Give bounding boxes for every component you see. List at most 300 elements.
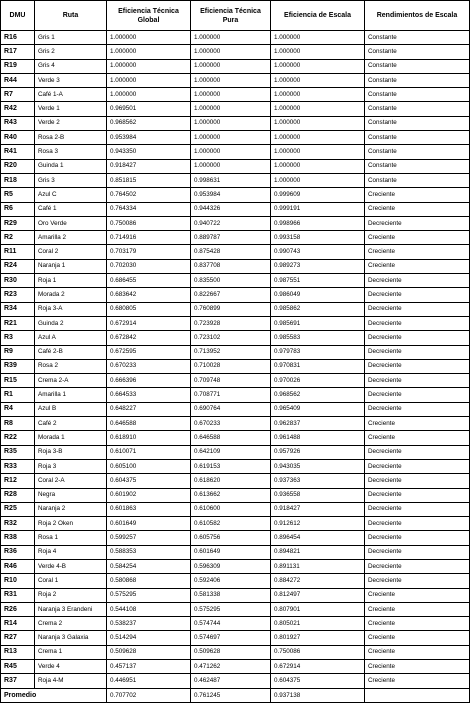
cell-ruta: Amarilla 1	[35, 388, 107, 402]
cell-dmu: R18	[1, 173, 35, 187]
cell-eficiencia-pura: 0.708771	[191, 388, 271, 402]
cell-rendimientos: Decreciente	[365, 545, 470, 559]
cell-eficiencia-pura: 0.605756	[191, 531, 271, 545]
cell-eficiencia-pura: 0.723928	[191, 316, 271, 330]
cell-eficiencia-escala: 0.891131	[271, 559, 365, 573]
cell-eficiencia-escala: 0.896454	[271, 531, 365, 545]
cell-eficiencia-global: 0.605100	[107, 459, 191, 473]
cell-eficiencia-global: 0.646588	[107, 417, 191, 431]
cell-rendimientos: Creciente	[365, 617, 470, 631]
cell-eficiencia-pura: 0.471262	[191, 660, 271, 674]
cell-ruta: Roja 2 Oken	[35, 517, 107, 531]
cell-eficiencia-escala: 0.894821	[271, 545, 365, 559]
cell-eficiencia-global: 0.446951	[107, 674, 191, 688]
cell-rendimientos: Decreciente	[365, 459, 470, 473]
cell-eficiencia-escala: 0.985691	[271, 316, 365, 330]
table-row	[1, 331, 470, 345]
cell-eficiencia-pura: 0.613662	[191, 488, 271, 502]
cell-dmu: R38	[1, 531, 35, 545]
cell-eficiencia-escala: 0.986049	[271, 288, 365, 302]
cell-eficiencia-escala: 0.918427	[271, 502, 365, 516]
cell-ruta: Rosa 1	[35, 531, 107, 545]
cell-eficiencia-escala: 0.965409	[271, 402, 365, 416]
cell-ruta: Rosa 3	[35, 145, 107, 159]
cell-eficiencia-pura: 0.610600	[191, 502, 271, 516]
cell-eficiencia-pura: 0.889787	[191, 231, 271, 245]
cell-dmu: R8	[1, 417, 35, 431]
cell-eficiencia-global: 1.000000	[107, 59, 191, 73]
cell-dmu: R13	[1, 645, 35, 659]
table-row	[1, 45, 470, 59]
cell-dmu: R32	[1, 517, 35, 531]
cell-eficiencia-escala: 0.979783	[271, 345, 365, 359]
cell-eficiencia-pura: 0.837708	[191, 259, 271, 273]
cell-rendimientos: Decreciente	[365, 316, 470, 330]
cell-rendimientos: Decreciente	[365, 488, 470, 502]
cell-dmu: R12	[1, 474, 35, 488]
table-row	[1, 202, 470, 216]
cell-rendimientos: Constante	[365, 102, 470, 116]
table-row	[1, 188, 470, 202]
average-escala: 0.937138	[271, 688, 365, 702]
table-body	[1, 31, 470, 689]
cell-rendimientos: Creciente	[365, 674, 470, 688]
cell-dmu: R11	[1, 245, 35, 259]
cell-eficiencia-escala: 0.801927	[271, 631, 365, 645]
cell-rendimientos: Creciente	[365, 645, 470, 659]
cell-eficiencia-pura: 0.581338	[191, 588, 271, 602]
cell-eficiencia-global: 0.764334	[107, 202, 191, 216]
table-row	[1, 131, 470, 145]
cell-dmu: R17	[1, 45, 35, 59]
cell-eficiencia-global: 0.610071	[107, 445, 191, 459]
cell-rendimientos: Decreciente	[365, 559, 470, 573]
cell-dmu: R14	[1, 617, 35, 631]
cell-ruta: Rosa 2	[35, 359, 107, 373]
cell-ruta: Guinda 1	[35, 159, 107, 173]
cell-eficiencia-pura: 1.000000	[191, 59, 271, 73]
cell-rendimientos: Creciente	[365, 588, 470, 602]
cell-eficiencia-global: 0.514294	[107, 631, 191, 645]
cell-eficiencia-global: 0.953984	[107, 131, 191, 145]
cell-eficiencia-global: 0.670233	[107, 359, 191, 373]
cell-ruta: Café 1-A	[35, 88, 107, 102]
cell-eficiencia-pura: 1.000000	[191, 102, 271, 116]
header-eficiencia-tecnica-pura: Eficiencia Técnica Pura	[191, 1, 271, 31]
cell-eficiencia-global: 0.457137	[107, 660, 191, 674]
cell-dmu: R46	[1, 559, 35, 573]
table-row	[1, 402, 470, 416]
table-row	[1, 474, 470, 488]
cell-ruta: Verde 4-B	[35, 559, 107, 573]
cell-ruta: Morada 1	[35, 431, 107, 445]
cell-eficiencia-pura: 0.723102	[191, 331, 271, 345]
cell-eficiencia-escala: 0.961488	[271, 431, 365, 445]
cell-dmu: R3	[1, 331, 35, 345]
table-row	[1, 459, 470, 473]
cell-eficiencia-pura: 0.710028	[191, 359, 271, 373]
cell-eficiencia-pura: 1.000000	[191, 145, 271, 159]
cell-ruta: Naranja 3 Erandeni	[35, 602, 107, 616]
cell-eficiencia-escala: 0.962837	[271, 417, 365, 431]
cell-eficiencia-pura: 0.953984	[191, 188, 271, 202]
table-row	[1, 374, 470, 388]
header-dmu: DMU	[1, 1, 35, 31]
table-row	[1, 88, 470, 102]
cell-eficiencia-pura: 0.509628	[191, 645, 271, 659]
cell-eficiencia-escala: 0.957926	[271, 445, 365, 459]
cell-eficiencia-global: 0.588353	[107, 545, 191, 559]
cell-dmu: R39	[1, 359, 35, 373]
cell-eficiencia-escala: 1.000000	[271, 173, 365, 187]
cell-ruta: Naranja 2	[35, 502, 107, 516]
cell-dmu: R34	[1, 302, 35, 316]
table-row	[1, 245, 470, 259]
cell-eficiencia-pura: 0.592406	[191, 574, 271, 588]
cell-eficiencia-pura: 1.000000	[191, 73, 271, 87]
cell-ruta: Negra	[35, 488, 107, 502]
cell-rendimientos: Creciente	[365, 259, 470, 273]
cell-eficiencia-escala: 1.000000	[271, 131, 365, 145]
table-row	[1, 617, 470, 631]
cell-ruta: Azul A	[35, 331, 107, 345]
table-footer	[1, 688, 470, 702]
cell-eficiencia-global: 0.601863	[107, 502, 191, 516]
table-row	[1, 116, 470, 130]
cell-ruta: Gris 2	[35, 45, 107, 59]
cell-eficiencia-escala: 0.993158	[271, 231, 365, 245]
cell-eficiencia-escala: 1.000000	[271, 116, 365, 130]
cell-rendimientos: Creciente	[365, 231, 470, 245]
cell-eficiencia-pura: 0.574697	[191, 631, 271, 645]
cell-eficiencia-pura: 0.709748	[191, 374, 271, 388]
cell-eficiencia-pura: 0.619153	[191, 459, 271, 473]
cell-eficiencia-global: 0.538237	[107, 617, 191, 631]
table-row	[1, 345, 470, 359]
cell-ruta: Verde 3	[35, 73, 107, 87]
cell-rendimientos: Decreciente	[365, 331, 470, 345]
table-row	[1, 231, 470, 245]
cell-eficiencia-escala: 0.805021	[271, 617, 365, 631]
cell-rendimientos: Creciente	[365, 417, 470, 431]
cell-dmu: R7	[1, 88, 35, 102]
cell-ruta: Azul B	[35, 402, 107, 416]
cell-dmu: R35	[1, 445, 35, 459]
table-row	[1, 359, 470, 373]
table-row	[1, 645, 470, 659]
cell-rendimientos: Constante	[365, 88, 470, 102]
cell-eficiencia-global: 0.683642	[107, 288, 191, 302]
cell-eficiencia-escala: 1.000000	[271, 88, 365, 102]
cell-rendimientos: Decreciente	[365, 274, 470, 288]
cell-eficiencia-escala: 0.999191	[271, 202, 365, 216]
cell-ruta: Café 2	[35, 417, 107, 431]
cell-dmu: R44	[1, 73, 35, 87]
cell-dmu: R4	[1, 402, 35, 416]
cell-ruta: Crema 2	[35, 617, 107, 631]
cell-eficiencia-pura: 0.944326	[191, 202, 271, 216]
cell-eficiencia-escala: 0.970026	[271, 374, 365, 388]
cell-ruta: Roja 4	[35, 545, 107, 559]
table-row	[1, 59, 470, 73]
cell-eficiencia-global: 0.918427	[107, 159, 191, 173]
cell-dmu: R24	[1, 259, 35, 273]
cell-eficiencia-pura: 0.575295	[191, 602, 271, 616]
cell-rendimientos: Decreciente	[365, 302, 470, 316]
cell-ruta: Roja 1	[35, 274, 107, 288]
cell-eficiencia-escala: 1.000000	[271, 45, 365, 59]
cell-eficiencia-escala: 0.998966	[271, 216, 365, 230]
cell-ruta: Coral 2-A	[35, 474, 107, 488]
cell-eficiencia-global: 1.000000	[107, 88, 191, 102]
cell-eficiencia-global: 0.686455	[107, 274, 191, 288]
table-row	[1, 445, 470, 459]
cell-eficiencia-pura: 0.601649	[191, 545, 271, 559]
cell-eficiencia-global: 0.664533	[107, 388, 191, 402]
cell-eficiencia-pura: 0.760899	[191, 302, 271, 316]
cell-eficiencia-global: 0.680805	[107, 302, 191, 316]
cell-eficiencia-global: 0.648227	[107, 402, 191, 416]
cell-ruta: Roja 2	[35, 588, 107, 602]
cell-eficiencia-escala: 1.000000	[271, 102, 365, 116]
cell-eficiencia-pura: 0.940722	[191, 216, 271, 230]
table-row	[1, 502, 470, 516]
table-header	[1, 1, 470, 31]
cell-dmu: R6	[1, 202, 35, 216]
table-row	[1, 259, 470, 273]
cell-rendimientos: Decreciente	[365, 374, 470, 388]
table-row	[1, 545, 470, 559]
cell-eficiencia-global: 0.666396	[107, 374, 191, 388]
cell-rendimientos: Constante	[365, 45, 470, 59]
cell-ruta: Coral 2	[35, 245, 107, 259]
cell-rendimientos: Decreciente	[365, 388, 470, 402]
cell-dmu: R10	[1, 574, 35, 588]
cell-rendimientos: Decreciente	[365, 359, 470, 373]
cell-rendimientos: Creciente	[365, 602, 470, 616]
cell-dmu: R29	[1, 216, 35, 230]
cell-rendimientos: Constante	[365, 116, 470, 130]
header-eficiencia-tecnica-global: Eficiencia Técnica Global	[107, 1, 191, 31]
cell-dmu: R19	[1, 59, 35, 73]
cell-eficiencia-escala: 0.912612	[271, 517, 365, 531]
cell-eficiencia-pura: 0.642109	[191, 445, 271, 459]
cell-dmu: R26	[1, 602, 35, 616]
table-row	[1, 660, 470, 674]
cell-eficiencia-pura: 0.574744	[191, 617, 271, 631]
table-row	[1, 31, 470, 45]
cell-dmu: R2	[1, 231, 35, 245]
cell-ruta: Crema 2-A	[35, 374, 107, 388]
cell-eficiencia-global: 0.672595	[107, 345, 191, 359]
cell-dmu: R31	[1, 588, 35, 602]
cell-eficiencia-escala: 0.989273	[271, 259, 365, 273]
cell-rendimientos: Creciente	[365, 202, 470, 216]
cell-eficiencia-escala: 0.987551	[271, 274, 365, 288]
cell-eficiencia-escala: 0.999609	[271, 188, 365, 202]
table-row	[1, 674, 470, 688]
cell-eficiencia-global: 1.000000	[107, 31, 191, 45]
header-row	[1, 1, 470, 31]
table-row	[1, 574, 470, 588]
cell-eficiencia-escala: 1.000000	[271, 159, 365, 173]
cell-eficiencia-pura: 0.835500	[191, 274, 271, 288]
cell-dmu: R42	[1, 102, 35, 116]
cell-eficiencia-escala: 1.000000	[271, 59, 365, 73]
average-label: Promedio	[1, 688, 107, 702]
cell-eficiencia-pura: 1.000000	[191, 45, 271, 59]
cell-eficiencia-global: 0.703179	[107, 245, 191, 259]
cell-eficiencia-pura: 0.670233	[191, 417, 271, 431]
table-row	[1, 159, 470, 173]
cell-dmu: R23	[1, 288, 35, 302]
cell-dmu: R40	[1, 131, 35, 145]
cell-rendimientos: Decreciente	[365, 216, 470, 230]
cell-eficiencia-global: 0.702030	[107, 259, 191, 273]
cell-dmu: R22	[1, 431, 35, 445]
table-row	[1, 559, 470, 573]
cell-ruta: Rosa 2-B	[35, 131, 107, 145]
cell-ruta: Coral 1	[35, 574, 107, 588]
cell-ruta: Roja 3-A	[35, 302, 107, 316]
cell-eficiencia-escala: 1.000000	[271, 145, 365, 159]
cell-dmu: R43	[1, 116, 35, 130]
cell-ruta: Verde 4	[35, 660, 107, 674]
cell-eficiencia-global: 0.672842	[107, 331, 191, 345]
table-row	[1, 173, 470, 187]
average-global: 0.707702	[107, 688, 191, 702]
table-row	[1, 431, 470, 445]
cell-eficiencia-global: 0.968562	[107, 116, 191, 130]
cell-dmu: R9	[1, 345, 35, 359]
cell-eficiencia-escala: 0.943035	[271, 459, 365, 473]
cell-ruta: Oro Verde	[35, 216, 107, 230]
cell-eficiencia-global: 0.575295	[107, 588, 191, 602]
cell-eficiencia-pura: 0.998631	[191, 173, 271, 187]
table-row	[1, 631, 470, 645]
cell-ruta: Gris 1	[35, 31, 107, 45]
cell-eficiencia-escala: 0.985862	[271, 302, 365, 316]
average-pura: 0.761245	[191, 688, 271, 702]
table-row	[1, 488, 470, 502]
cell-eficiencia-global: 0.764502	[107, 188, 191, 202]
cell-ruta: Café 1	[35, 202, 107, 216]
cell-rendimientos: Creciente	[365, 631, 470, 645]
cell-rendimientos: Constante	[365, 145, 470, 159]
cell-eficiencia-escala: 0.750086	[271, 645, 365, 659]
cell-eficiencia-pura: 0.822667	[191, 288, 271, 302]
cell-ruta: Azul C	[35, 188, 107, 202]
cell-eficiencia-escala: 0.937363	[271, 474, 365, 488]
cell-dmu: R27	[1, 631, 35, 645]
cell-eficiencia-global: 0.509628	[107, 645, 191, 659]
cell-dmu: R1	[1, 388, 35, 402]
cell-eficiencia-pura: 1.000000	[191, 131, 271, 145]
cell-eficiencia-escala: 0.604375	[271, 674, 365, 688]
cell-eficiencia-global: 0.544108	[107, 602, 191, 616]
cell-eficiencia-escala: 1.000000	[271, 73, 365, 87]
cell-dmu: R20	[1, 159, 35, 173]
average-rendimientos	[365, 688, 470, 702]
cell-eficiencia-escala: 1.000000	[271, 31, 365, 45]
cell-dmu: R21	[1, 316, 35, 330]
cell-ruta: Gris 3	[35, 173, 107, 187]
cell-ruta: Naranja 1	[35, 259, 107, 273]
cell-rendimientos: Decreciente	[365, 517, 470, 531]
cell-eficiencia-escala: 0.812497	[271, 588, 365, 602]
cell-eficiencia-pura: 0.596309	[191, 559, 271, 573]
cell-eficiencia-pura: 0.610582	[191, 517, 271, 531]
table-row	[1, 388, 470, 402]
cell-ruta: Naranja 3 Galaxia	[35, 631, 107, 645]
table-row	[1, 316, 470, 330]
cell-eficiencia-global: 0.943350	[107, 145, 191, 159]
cell-rendimientos: Constante	[365, 131, 470, 145]
cell-eficiencia-escala: 0.807901	[271, 602, 365, 616]
cell-rendimientos: Decreciente	[365, 288, 470, 302]
cell-eficiencia-global: 0.601649	[107, 517, 191, 531]
cell-dmu: R41	[1, 145, 35, 159]
cell-ruta: Verde 2	[35, 116, 107, 130]
cell-dmu: R5	[1, 188, 35, 202]
average-row	[1, 688, 470, 702]
header-rendimientos-escala: Rendimientos de Escala	[365, 1, 470, 31]
table-row	[1, 602, 470, 616]
table-row	[1, 73, 470, 87]
cell-rendimientos: Decreciente	[365, 402, 470, 416]
cell-eficiencia-pura: 0.462487	[191, 674, 271, 688]
cell-eficiencia-escala: 0.672914	[271, 660, 365, 674]
cell-dmu: R15	[1, 374, 35, 388]
cell-ruta: Verde 1	[35, 102, 107, 116]
cell-ruta: Crema 1	[35, 645, 107, 659]
table-row	[1, 288, 470, 302]
cell-eficiencia-escala: 0.990743	[271, 245, 365, 259]
table-row	[1, 517, 470, 531]
cell-eficiencia-global: 0.601902	[107, 488, 191, 502]
table-row	[1, 145, 470, 159]
cell-dmu: R16	[1, 31, 35, 45]
cell-eficiencia-escala: 0.970831	[271, 359, 365, 373]
cell-eficiencia-pura: 0.713952	[191, 345, 271, 359]
table-row	[1, 274, 470, 288]
cell-rendimientos: Decreciente	[365, 574, 470, 588]
cell-eficiencia-global: 0.584254	[107, 559, 191, 573]
cell-eficiencia-global: 0.599257	[107, 531, 191, 545]
cell-eficiencia-pura: 1.000000	[191, 88, 271, 102]
cell-ruta: Roja 3	[35, 459, 107, 473]
cell-eficiencia-global: 1.000000	[107, 45, 191, 59]
cell-rendimientos: Constante	[365, 173, 470, 187]
cell-eficiencia-escala: 0.968562	[271, 388, 365, 402]
cell-eficiencia-pura: 0.646588	[191, 431, 271, 445]
cell-dmu: R37	[1, 674, 35, 688]
cell-eficiencia-escala: 0.936558	[271, 488, 365, 502]
cell-dmu: R45	[1, 660, 35, 674]
cell-eficiencia-global: 0.851815	[107, 173, 191, 187]
table-row	[1, 302, 470, 316]
cell-rendimientos: Decreciente	[365, 445, 470, 459]
cell-rendimientos: Creciente	[365, 660, 470, 674]
cell-ruta: Café 2-B	[35, 345, 107, 359]
cell-rendimientos: Constante	[365, 59, 470, 73]
cell-rendimientos: Decreciente	[365, 531, 470, 545]
cell-eficiencia-pura: 0.690764	[191, 402, 271, 416]
cell-ruta: Guinda 2	[35, 316, 107, 330]
cell-eficiencia-pura: 1.000000	[191, 31, 271, 45]
cell-rendimientos: Decreciente	[365, 474, 470, 488]
cell-ruta: Gris 4	[35, 59, 107, 73]
